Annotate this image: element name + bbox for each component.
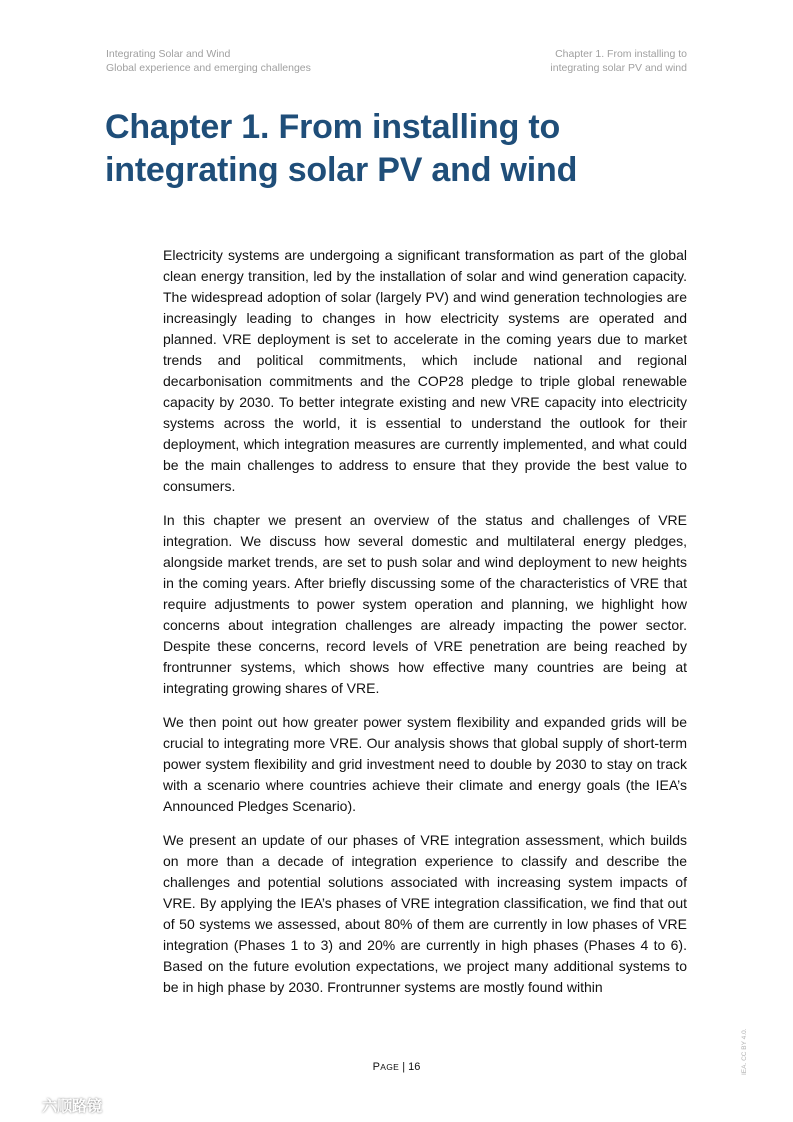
chapter-title	[105, 106, 705, 192]
paragraph-2: In this chapter we present an overview of the status and challenges of VRE integration. We discuss how several domestic and multilateral energy pledges, alongside market trends, are set to push solar and wind deployment to new heights in the coming years. After briefly discussing some of the characteristics of VRE that require adjustments to power system operation and planning, we highlight how concerns about integration challenges are already impacting the power sector. Despite these concerns, record levels of VRE penetration are being reached by frontrunner systems, which shows how effective many countries are being at integrating growing shares of VRE.	[163, 512, 687, 696]
running-header-right	[550, 47, 687, 75]
report-title: Integrating Solar and Wind	[106, 48, 231, 60]
paragraph-3: We then point out how greater power system flexibility and expanded grids will be crucial to integrating more VRE. Our analysis shows that global supply of short-term power system flexibility and grid investment need to double by 2030 to stay on track with a scenario where countries achieve their climate and energy goals (the IEA’s Announced Pledges Scenario).	[163, 714, 687, 814]
paragraph-1: Electricity systems are undergoing a significant transformation as part of the global clean energy transition, led by the installation of solar and wind generation capacity. The widespread adoption of solar (largely PV) and wind generation technologies are increasingly leading to changes in how electricity systems are operated and planned. VRE deployment is set to accelerate in the coming years due to market trends and political commitments, which include national and regional decarbonisation commitments and the COP28 pledge to triple global renewable capacity by 2030. To better integrate existing and new VRE capacity into electricity systems across the world, it is essential to understand the outlook for their deployment, which integration measures are currently implemented, and what could be the main challenges to address to ensure that they provide the best value to consumers.	[163, 247, 687, 494]
page-label-rest: AGE	[380, 1062, 400, 1072]
running-header-left	[106, 47, 311, 75]
page-separator: |	[402, 1061, 406, 1073]
chapter-header-line1: Chapter 1. From installing to	[555, 48, 687, 60]
page-label	[373, 1061, 400, 1073]
license-notice: IEA. CC BY 4.0.	[741, 1028, 748, 1075]
chapter-header-line2: integrating solar PV and wind	[550, 62, 687, 74]
watermark-text: 六顺路镜	[42, 1098, 103, 1115]
page-number	[0, 1061, 793, 1073]
report-subtitle: Global experience and emerging challenges	[106, 62, 311, 74]
chapter-title-line2: integrating solar PV and wind	[105, 151, 578, 189]
watermark-logo-icon	[8, 1098, 38, 1114]
page-label-initial: P	[372, 1061, 381, 1073]
watermark	[8, 1095, 102, 1116]
chapter-title-line1: Chapter 1. From installing to	[105, 108, 561, 146]
paragraph-4: We present an update of our phases of VRE integration assessment, which builds on more than a decade of integration experience to classify and describe the challenges and potential solutions associated with increasing system impacts of VRE. By applying the IEA’s phases of VRE integration classification, we find that out of 50 systems we assessed, about 80% of them are currently in low phases of VRE integration (Phases 1 to 3) and 20% are currently in high phases (Phases 4 to 6). Based on the future evolution expectations, we project many additional systems to be in high phase by 2030. Frontrunner systems are mostly found within	[163, 832, 687, 995]
body-text	[163, 245, 687, 1011]
page-number-value: 16	[408, 1061, 421, 1073]
